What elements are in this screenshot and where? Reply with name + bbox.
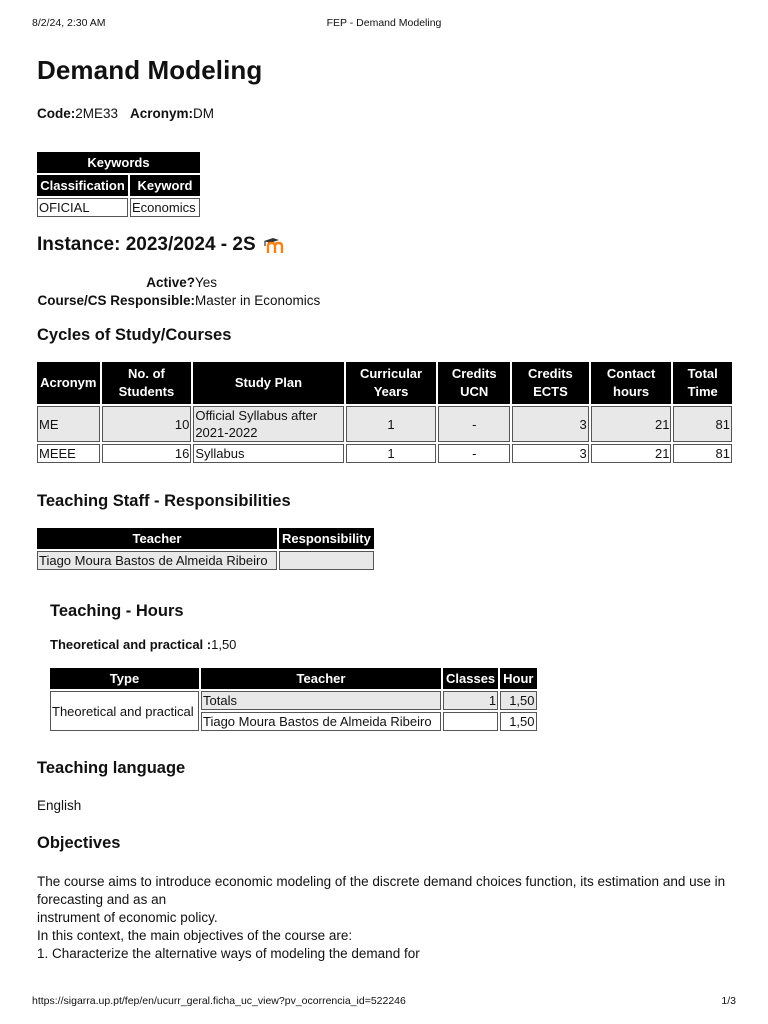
contact-hours-cell: 21 — [591, 406, 672, 442]
hours-heading: Teaching - Hours — [50, 602, 184, 620]
print-footer — [32, 995, 736, 1009]
language-value: English — [37, 798, 82, 813]
teacher-cell[interactable] — [37, 551, 277, 570]
col-credits-ucn: Credits UCN — [438, 362, 510, 404]
page-title: Demand Modeling — [37, 55, 263, 85]
hours-table — [48, 666, 539, 733]
col-teacher: Teacher — [37, 528, 277, 549]
print-doc-title: FEP - Demand Modeling — [326, 17, 442, 29]
keyword-link[interactable]: Economics — [132, 200, 196, 215]
print-header — [32, 17, 736, 31]
hour-cell: 1,50 — [500, 712, 536, 731]
students-cell: 10 — [102, 406, 192, 442]
contact-hours-cell: 21 — [591, 444, 672, 463]
code-label: Code: — [37, 106, 76, 121]
cycle-acronym-link[interactable]: MEEE — [39, 446, 76, 461]
cycle-acronym-cell[interactable] — [37, 444, 100, 463]
col-total-time: Total Time — [673, 362, 732, 404]
col-curricular-years: Curricular Years — [346, 362, 437, 404]
table-row — [37, 406, 732, 442]
study-plan-link[interactable]: Official Syllabus after 2021-2022 — [195, 408, 318, 440]
keyword-cell[interactable] — [130, 198, 200, 217]
staff-heading: Teaching Staff - Responsibilities — [37, 492, 291, 510]
credits-ucn-cell: - — [438, 444, 510, 463]
code-acronym-line — [37, 105, 737, 123]
col-hour: Hour — [500, 668, 536, 689]
objectives-line: The course aims to introduce economic modeling of the discrete demand choices function, its estimation and use in forecasting and as an — [37, 874, 726, 907]
hours-teacher-link[interactable]: Tiago Moura Bastos de Almeida Ribeiro — [203, 714, 432, 729]
objectives-line: 1. Characterize the alternative ways of modeling the demand for — [37, 946, 420, 961]
keywords-header: Keywords — [37, 152, 200, 173]
table-row — [37, 198, 200, 217]
objectives-line: instrument of economic policy. — [37, 910, 218, 925]
col-students: No. of Students — [102, 362, 192, 404]
col-contact-hours: Contact hours — [591, 362, 672, 404]
col-study-plan: Study Plan — [193, 362, 343, 404]
instance-title: Instance: 2023/2024 - 2S — [37, 234, 256, 255]
table-row — [37, 444, 732, 463]
col-classification: Classification — [37, 175, 128, 196]
active-value: Yes — [195, 275, 218, 290]
credits-ects-cell: 3 — [512, 444, 589, 463]
curricular-years-cell: 1 — [346, 444, 437, 463]
cycle-acronym-cell[interactable] — [37, 406, 100, 442]
hours-summary — [50, 636, 737, 654]
acronym-label: Acronym: — [130, 106, 194, 121]
code-value: 2ME33 — [75, 106, 119, 121]
hours-summary-value: 1,50 — [211, 637, 237, 652]
col-keyword: Keyword — [130, 175, 200, 196]
active-label: Active? — [146, 275, 195, 290]
responsible-label: Course/CS Responsible: — [37, 293, 195, 308]
hours-summary-label: Theoretical and practical : — [50, 637, 212, 652]
credits-ucn-cell: - — [438, 406, 510, 442]
print-url: https://sigarra.up.pt/fep/en/ucurr_geral.ficha_uc_view?pv_ocorrencia_id=522246 — [32, 995, 406, 1007]
col-classes: Classes — [443, 668, 498, 689]
study-plan-cell[interactable] — [193, 444, 343, 463]
col-hours-teacher: Teacher — [201, 668, 441, 689]
objectives-heading: Objectives — [37, 834, 121, 852]
table-row — [50, 691, 537, 710]
classes-cell — [443, 712, 498, 731]
instance-heading — [37, 233, 737, 257]
study-plan-cell[interactable] — [193, 406, 343, 442]
type-cell: Theoretical and practical — [50, 691, 199, 731]
table-row — [37, 551, 374, 570]
page-number: 1/3 — [721, 995, 736, 1007]
keywords-table — [35, 150, 202, 219]
teacher-link[interactable]: Tiago Moura Bastos de Almeida Ribeiro — [39, 553, 268, 568]
col-credits-ects: Credits ECTS — [512, 362, 589, 404]
instance-info — [37, 274, 737, 310]
col-responsibility: Responsibility — [279, 528, 374, 549]
curricular-years-cell: 1 — [346, 406, 437, 442]
classes-cell: 1 — [443, 691, 498, 710]
responsible-link[interactable]: Master in Economics — [195, 293, 321, 308]
language-heading: Teaching language — [37, 759, 186, 777]
hours-teacher-cell[interactable] — [201, 712, 441, 731]
total-time-cell: 81 — [673, 444, 732, 463]
responsibility-cell — [279, 551, 374, 570]
study-plan-link[interactable]: Syllabus — [195, 446, 245, 461]
objectives-line: In this context, the main objectives of the course are: — [37, 928, 353, 943]
students-cell: 16 — [102, 444, 192, 463]
acronym-value: DM — [193, 106, 215, 121]
print-datetime: 8/2/24, 2:30 AM — [32, 17, 106, 29]
keyword-classification-cell: OFICIAL — [37, 198, 128, 217]
cycles-heading: Cycles of Study/Courses — [37, 326, 232, 344]
totals-label-cell: Totals — [201, 691, 441, 710]
moodle-icon[interactable] — [262, 235, 284, 255]
total-time-cell: 81 — [673, 406, 732, 442]
cycles-table — [35, 360, 734, 465]
col-type: Type — [50, 668, 199, 689]
col-acronym: Acronym — [37, 362, 100, 404]
staff-table — [35, 526, 376, 572]
cycle-acronym-link[interactable]: ME — [39, 416, 59, 432]
main-content — [37, 52, 737, 963]
hour-cell: 1,50 — [500, 691, 536, 710]
objectives-text — [37, 873, 737, 963]
credits-ects-cell: 3 — [512, 406, 589, 442]
